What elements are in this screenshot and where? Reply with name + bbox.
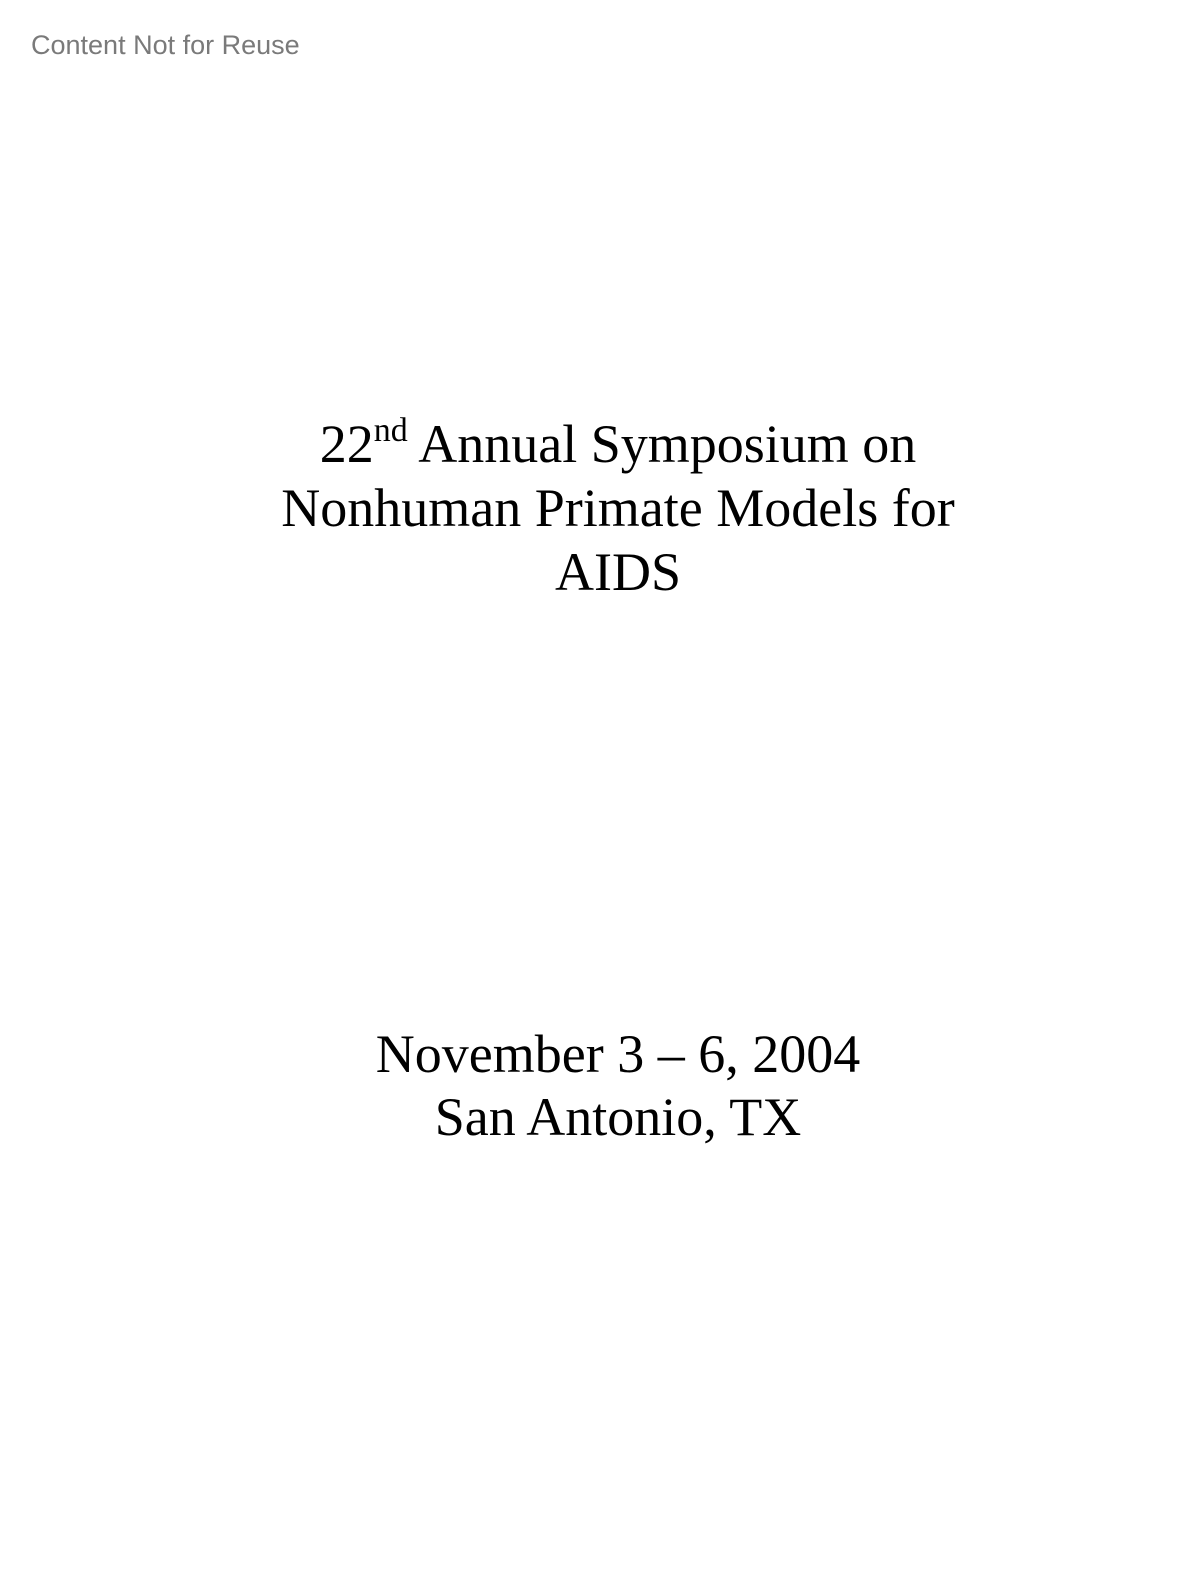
ordinal-number: 22 [319, 414, 374, 474]
event-details [0, 1023, 1200, 1149]
title-line-1 [18, 412, 1200, 476]
watermark-text: Content Not for Reuse [31, 30, 300, 60]
title-line-2: Nonhuman Primate Models for [281, 478, 955, 538]
event-dates: November 3 – 6, 2004 [375, 1024, 861, 1084]
title-line-1-text: Annual Symposium on [407, 414, 917, 474]
title-line-3: AIDS [554, 542, 681, 602]
document-title [0, 412, 1200, 604]
event-location: San Antonio, TX [434, 1087, 802, 1147]
ordinal-suffix: nd [373, 412, 408, 449]
